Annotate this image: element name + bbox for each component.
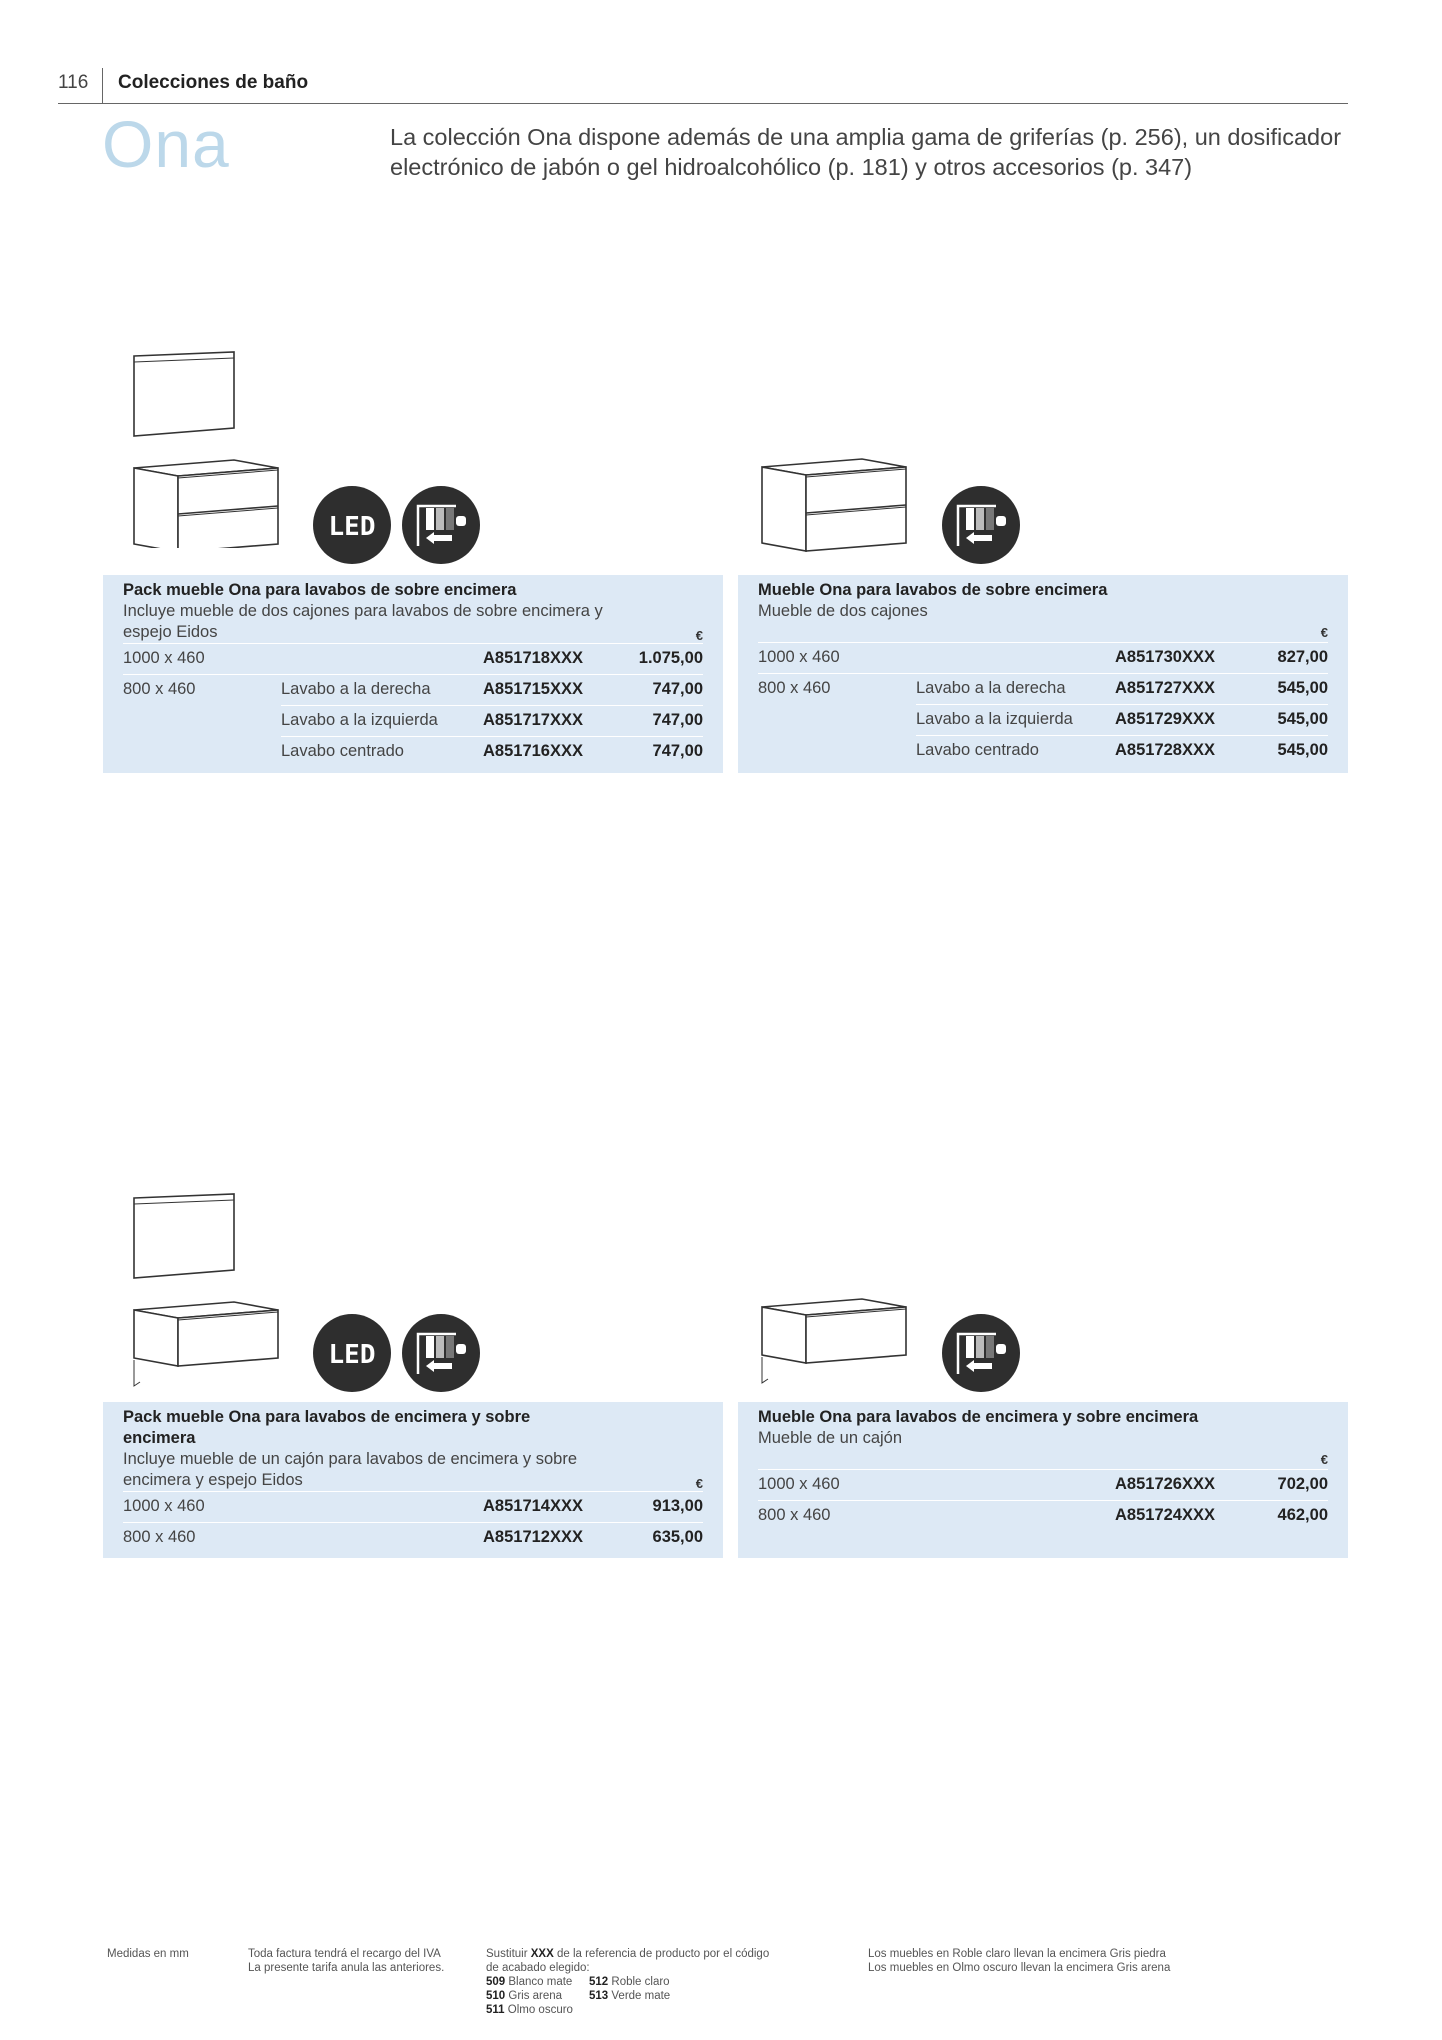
row-dimensions: 1000 x 460 xyxy=(758,1475,840,1493)
finish-name: Olmo oscuro xyxy=(507,2004,573,2016)
table-row xyxy=(758,642,1328,673)
table-row xyxy=(123,736,703,767)
row-dimensions: 800 x 460 xyxy=(123,1528,196,1546)
row-price: 545,00 xyxy=(1277,741,1328,759)
footer-finish-codes xyxy=(486,1947,769,2017)
led-icon xyxy=(313,1314,391,1392)
product-title: Mueble Ona para lavabos de encimera y sobre encimera xyxy=(758,1408,1199,1426)
product-title: Mueble Ona para lavabos de sobre encimera xyxy=(758,581,1108,599)
led-icon xyxy=(313,486,391,564)
row-reference: A851715XXX xyxy=(483,680,583,698)
collection-intro: La colección Ona dispone además de una amplia gama de griferías (p. 256), un dosificador electrónico de jabón o gel hidroalcohólico (p. 181) y otros accesorios (p. 347) xyxy=(390,124,1342,180)
push-open-drawer-icon xyxy=(402,1314,480,1392)
footer-note: Los muebles en Olmo oscuro llevan la encimera Gris arena xyxy=(868,1962,1171,1974)
footer-tax-line: La presente tarifa anula las anteriores. xyxy=(248,1962,445,1974)
push-open-drawer-icon xyxy=(402,486,480,564)
row-price: 635,00 xyxy=(652,1528,703,1546)
row-price: 913,00 xyxy=(652,1497,703,1515)
page-number: 116 xyxy=(58,72,89,93)
one-drawer-pack-illustration xyxy=(128,1190,288,1390)
row-reference: A851718XXX xyxy=(483,649,583,667)
product-description: Incluye mueble de un cajón para lavabos de encimera y sobre encimera y espejo Eidos xyxy=(123,1450,578,1489)
product-description: Mueble de dos cajones xyxy=(758,602,928,620)
finish-name: Blanco mate xyxy=(508,1976,573,1988)
row-variant: Lavabo centrado xyxy=(281,742,404,760)
led-icon-label: LED xyxy=(328,512,376,542)
currency-label: € xyxy=(695,628,703,643)
footer-units: Medidas en mm xyxy=(107,1948,189,1960)
product-card-pack-one-drawer xyxy=(103,1402,723,1558)
row-price: 827,00 xyxy=(1277,648,1328,666)
table-row xyxy=(758,1469,1328,1500)
finish-code: 511 xyxy=(486,2004,505,2016)
row-reference: A851712XXX xyxy=(483,1528,583,1546)
row-dimensions: 1000 x 460 xyxy=(758,648,840,666)
row-variant: Lavabo centrado xyxy=(916,741,1039,759)
product-description: Mueble de un cajón xyxy=(758,1429,903,1447)
row-variant: Lavabo a la izquierda xyxy=(916,710,1073,728)
footer-sub-post: de la referencia de producto por el código xyxy=(556,1948,770,1960)
row-dimensions: 800 x 460 xyxy=(758,679,831,697)
footer-sub-pre: Sustituir xyxy=(486,1948,528,1960)
row-dimensions: 1000 x 460 xyxy=(123,649,205,667)
table-row xyxy=(123,1522,703,1553)
product-title: Pack mueble Ona para lavabos de sobre encimera xyxy=(123,581,517,599)
row-price: 462,00 xyxy=(1277,1506,1328,1524)
row-reference: A851716XXX xyxy=(483,742,583,760)
two-drawer-pack-illustration xyxy=(128,348,288,548)
currency-label: € xyxy=(1320,1452,1328,1467)
row-price: 702,00 xyxy=(1277,1475,1328,1493)
row-reference: A851717XXX xyxy=(483,711,583,729)
currency-label: € xyxy=(1320,625,1328,640)
row-reference: A851728XXX xyxy=(1115,741,1215,759)
footer-tax-notes xyxy=(248,1947,444,1975)
row-variant: Lavabo a la derecha xyxy=(916,679,1066,697)
table-row xyxy=(123,674,703,705)
currency-label: € xyxy=(695,1476,703,1491)
led-icon-label: LED xyxy=(328,1340,376,1370)
finish-code: 513 xyxy=(589,1990,609,2002)
finish-code: 512 xyxy=(589,1976,609,1988)
row-reference: A851730XXX xyxy=(1115,648,1215,666)
product-description: Incluye mueble de dos cajones para lavabos de sobre encimera y espejo Eidos xyxy=(123,602,603,641)
table-row xyxy=(758,735,1328,766)
header-divider xyxy=(102,68,103,104)
push-open-drawer-icon xyxy=(942,486,1020,564)
row-price: 1.075,00 xyxy=(638,649,703,667)
page-header xyxy=(58,68,1348,104)
footer-countertop-notes xyxy=(868,1947,1170,1975)
finish-name: Gris arena xyxy=(508,1990,563,2002)
footer-sub-code: XXX xyxy=(530,1948,554,1960)
table-row xyxy=(123,643,703,674)
row-variant: Lavabo a la derecha xyxy=(281,680,431,698)
table-row xyxy=(123,1491,703,1522)
row-dimensions: 800 x 460 xyxy=(758,1506,831,1524)
row-variant: Lavabo a la izquierda xyxy=(281,711,438,729)
row-price: 545,00 xyxy=(1277,710,1328,728)
product-card-pack-two-drawer xyxy=(103,575,723,773)
row-price: 545,00 xyxy=(1277,679,1328,697)
row-price: 747,00 xyxy=(652,711,703,729)
row-price: 747,00 xyxy=(652,680,703,698)
product-card-two-drawer-cabinet xyxy=(738,575,1348,773)
row-dimensions: 1000 x 460 xyxy=(123,1497,205,1515)
product-title: Pack mueble Ona para lavabos de encimera y sobre encimera xyxy=(123,1408,531,1447)
footer-sub-line2: de acabado elegido: xyxy=(486,1962,590,1974)
table-row xyxy=(123,705,703,736)
row-reference: A851714XXX xyxy=(483,1497,583,1515)
table-row xyxy=(758,673,1328,704)
row-reference: A851727XXX xyxy=(1115,679,1215,697)
finish-code: 509 xyxy=(486,1976,506,1988)
table-row xyxy=(758,1500,1328,1531)
product-card-one-drawer-cabinet xyxy=(738,1402,1348,1558)
one-drawer-cabinet-illustration xyxy=(756,1295,916,1390)
row-reference: A851724XXX xyxy=(1115,1506,1215,1524)
finish-name: Verde mate xyxy=(611,1990,671,2002)
two-drawer-cabinet-illustration xyxy=(756,455,916,555)
finish-code: 510 xyxy=(486,1990,506,2002)
row-price: 747,00 xyxy=(652,742,703,760)
collection-title: Ona xyxy=(102,107,230,181)
push-open-drawer-icon xyxy=(942,1314,1020,1392)
section-title: Colecciones de baño xyxy=(118,72,309,93)
finish-name: Roble claro xyxy=(611,1976,670,1988)
row-reference: A851726XXX xyxy=(1115,1475,1215,1493)
table-row xyxy=(758,704,1328,735)
row-dimensions: 800 x 460 xyxy=(123,680,196,698)
row-reference: A851729XXX xyxy=(1115,710,1215,728)
footer-note: Los muebles en Roble claro llevan la encimera Gris piedra xyxy=(868,1948,1166,1960)
footer-tax-line: Toda factura tendrá el recargo del IVA xyxy=(248,1948,441,1960)
